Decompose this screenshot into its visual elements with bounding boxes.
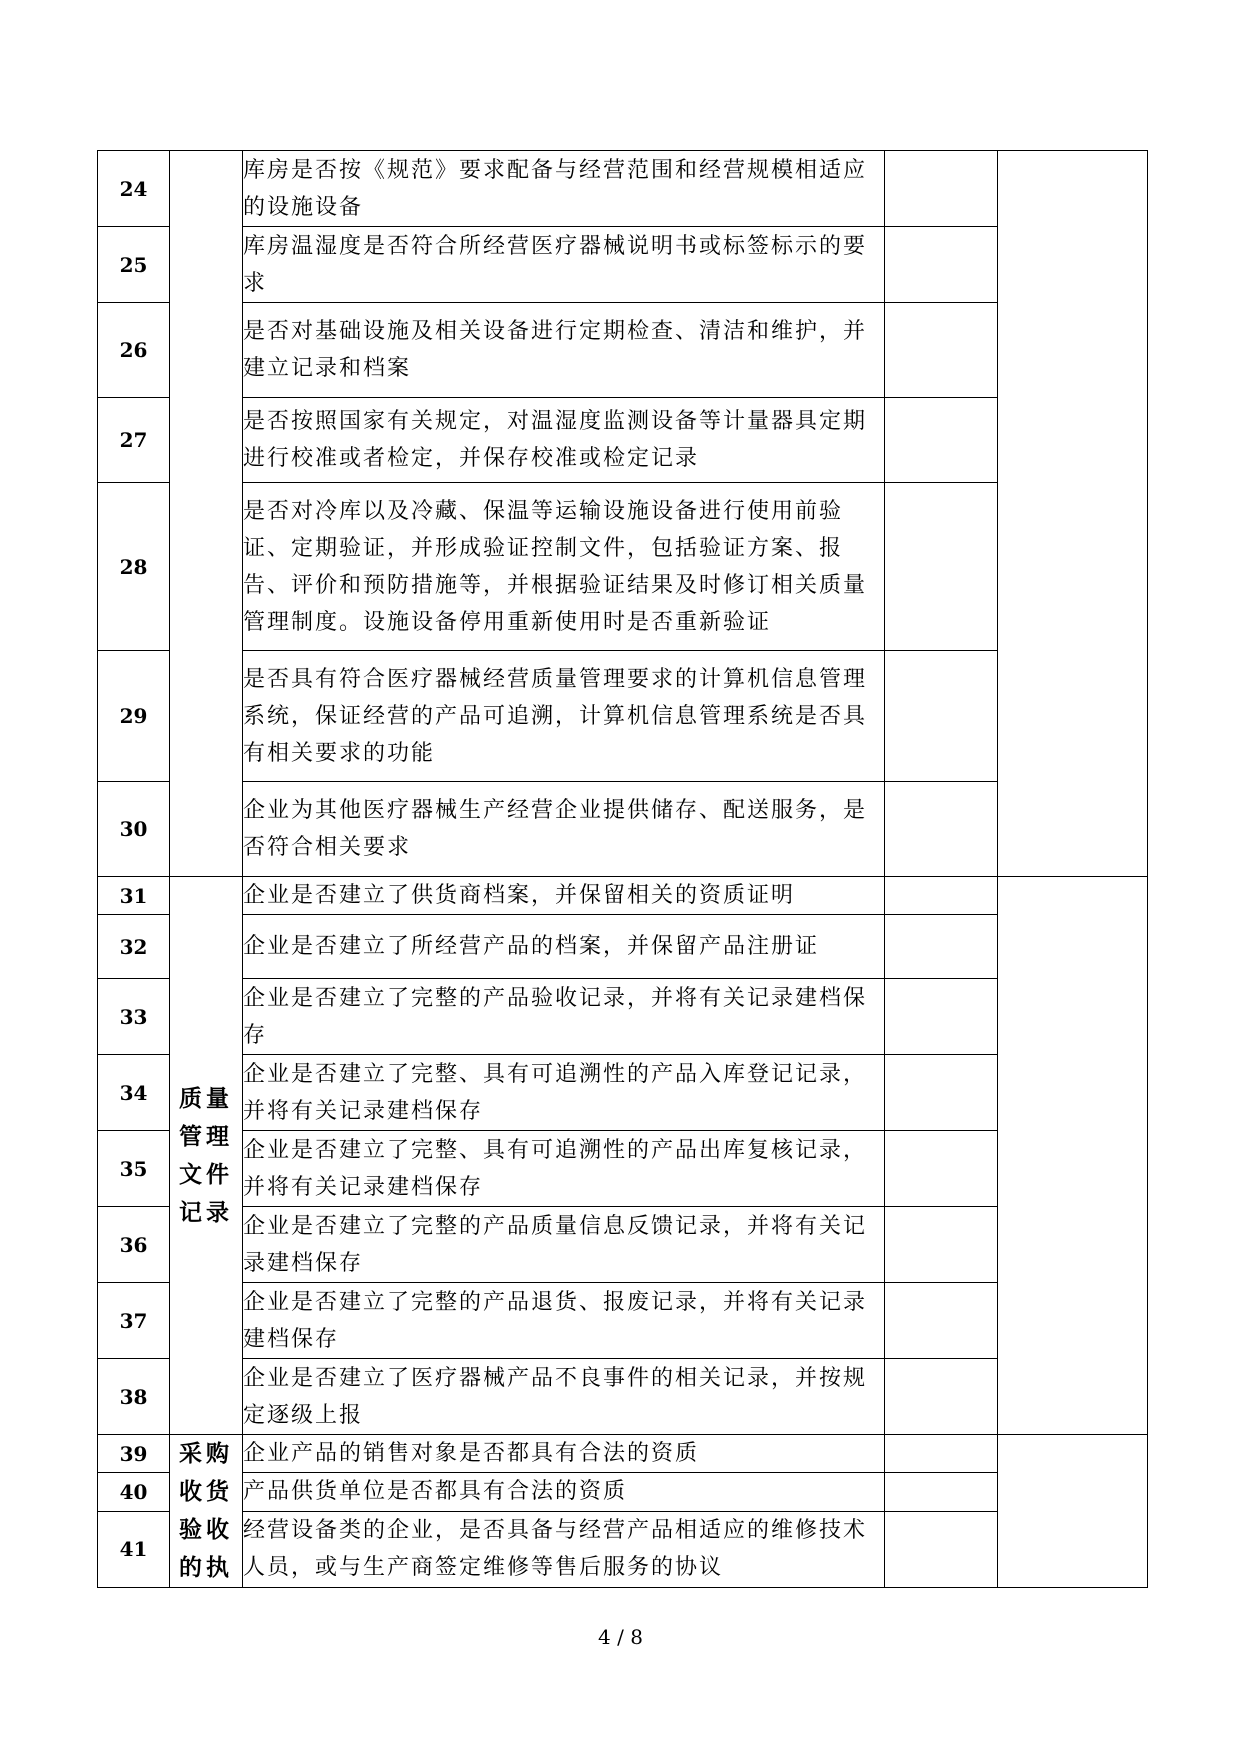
checklist-table <box>97 150 1148 1588</box>
result-cell[interactable] <box>885 1131 998 1207</box>
item-number: 30 <box>98 782 170 877</box>
category-label-procurement: 采购收货验收的执 <box>179 1440 233 1581</box>
category-cell <box>170 151 243 877</box>
item-text: 是否对基础设施及相关设备进行定期检查、清洁和维护，并建立记录和档案 <box>243 303 885 398</box>
item-text: 库房温湿度是否符合所经营医疗器械说明书或标签标示的要求 <box>243 227 885 303</box>
item-number: 29 <box>98 651 170 782</box>
result-cell[interactable] <box>885 303 998 398</box>
item-text: 企业是否建立了完整的产品质量信息反馈记录，并将有关记录建档保存 <box>243 1207 885 1283</box>
item-number: 24 <box>98 151 170 227</box>
result-cell[interactable] <box>885 782 998 877</box>
remark-cell[interactable] <box>998 877 1148 1435</box>
item-number: 31 <box>98 877 170 915</box>
item-number: 26 <box>98 303 170 398</box>
result-cell[interactable] <box>885 915 998 979</box>
item-number: 35 <box>98 1131 170 1207</box>
result-cell[interactable] <box>885 651 998 782</box>
result-cell[interactable] <box>885 1511 998 1588</box>
table-row <box>98 1359 1148 1435</box>
item-number: 36 <box>98 1207 170 1283</box>
table-row <box>98 1473 1148 1511</box>
result-cell[interactable] <box>885 1473 998 1511</box>
table-row <box>98 782 1148 877</box>
item-text: 企业为其他医疗器械生产经营企业提供储存、配送服务，是否符合相关要求 <box>243 782 885 877</box>
item-text: 产品供货单位是否都具有合法的资质 <box>243 1473 885 1511</box>
remark-cell[interactable] <box>998 151 1148 877</box>
item-number: 28 <box>98 483 170 651</box>
item-number: 39 <box>98 1435 170 1473</box>
item-number: 40 <box>98 1473 170 1511</box>
table-row <box>98 1131 1148 1207</box>
result-cell[interactable] <box>885 1435 998 1473</box>
result-cell[interactable] <box>885 1359 998 1435</box>
item-text: 是否对冷库以及冷藏、保温等运输设施设备进行使用前验证、定期验证，并形成验证控制文件，包括验证方案、报告、评价和预防措施等，并根据验证结果及时修订相关质量管理制度。设施设备停用重新使用时是否重新验证 <box>243 483 885 651</box>
result-cell[interactable] <box>885 398 998 483</box>
table-row <box>98 915 1148 979</box>
item-number: 25 <box>98 227 170 303</box>
result-cell[interactable] <box>885 877 998 915</box>
category-cell <box>170 877 243 1435</box>
result-cell[interactable] <box>885 1055 998 1131</box>
item-text: 企业是否建立了完整、具有可追溯性的产品入库登记记录，并将有关记录建档保存 <box>243 1055 885 1131</box>
table-row <box>98 877 1148 915</box>
table-row <box>98 1283 1148 1359</box>
category-cell <box>170 1435 243 1588</box>
table-row <box>98 1055 1148 1131</box>
item-number: 41 <box>98 1511 170 1588</box>
table-row <box>98 227 1148 303</box>
item-number: 37 <box>98 1283 170 1359</box>
item-text: 是否按照国家有关规定，对温湿度监测设备等计量器具定期进行校准或者检定，并保存校准或检定记录 <box>243 398 885 483</box>
table-row <box>98 1207 1148 1283</box>
category-label-quality-records: 质量管理文件记录 <box>179 1084 233 1226</box>
table-row <box>98 979 1148 1055</box>
table-row <box>98 398 1148 483</box>
item-text: 是否具有符合医疗器械经营质量管理要求的计算机信息管理系统，保证经营的产品可追溯，计算机信息管理系统是否具有相关要求的功能 <box>243 651 885 782</box>
result-cell[interactable] <box>885 979 998 1055</box>
result-cell[interactable] <box>885 1283 998 1359</box>
table-row <box>98 151 1148 227</box>
item-text: 企业是否建立了完整的产品退货、报废记录，并将有关记录建档保存 <box>243 1283 885 1359</box>
remark-cell[interactable] <box>998 1435 1148 1588</box>
item-text: 企业产品的销售对象是否都具有合法的资质 <box>243 1435 885 1473</box>
item-text: 企业是否建立了完整、具有可追溯性的产品出库复核记录，并将有关记录建档保存 <box>243 1131 885 1207</box>
result-cell[interactable] <box>885 483 998 651</box>
result-cell[interactable] <box>885 151 998 227</box>
page-number: 4 / 8 <box>598 1625 643 1649</box>
item-text: 企业是否建立了供货商档案，并保留相关的资质证明 <box>243 877 885 915</box>
result-cell[interactable] <box>885 1207 998 1283</box>
table-row <box>98 1435 1148 1473</box>
item-text: 企业是否建立了医疗器械产品不良事件的相关记录，并按规定逐级上报 <box>243 1359 885 1435</box>
table-row <box>98 303 1148 398</box>
item-number: 33 <box>98 979 170 1055</box>
item-number: 34 <box>98 1055 170 1131</box>
table-row <box>98 651 1148 782</box>
table-row <box>98 483 1148 651</box>
result-cell[interactable] <box>885 227 998 303</box>
item-number: 38 <box>98 1359 170 1435</box>
item-number: 32 <box>98 915 170 979</box>
item-text: 企业是否建立了完整的产品验收记录，并将有关记录建档保存 <box>243 979 885 1055</box>
item-text: 经营设备类的企业，是否具备与经营产品相适应的维修技术人员，或与生产商签定维修等售后服务的协议 <box>243 1511 885 1588</box>
item-number: 27 <box>98 398 170 483</box>
table-row <box>98 1511 1148 1588</box>
item-text: 企业是否建立了所经营产品的档案，并保留产品注册证 <box>243 915 885 979</box>
item-text: 库房是否按《规范》要求配备与经营范围和经营规模相适应的设施设备 <box>243 151 885 227</box>
